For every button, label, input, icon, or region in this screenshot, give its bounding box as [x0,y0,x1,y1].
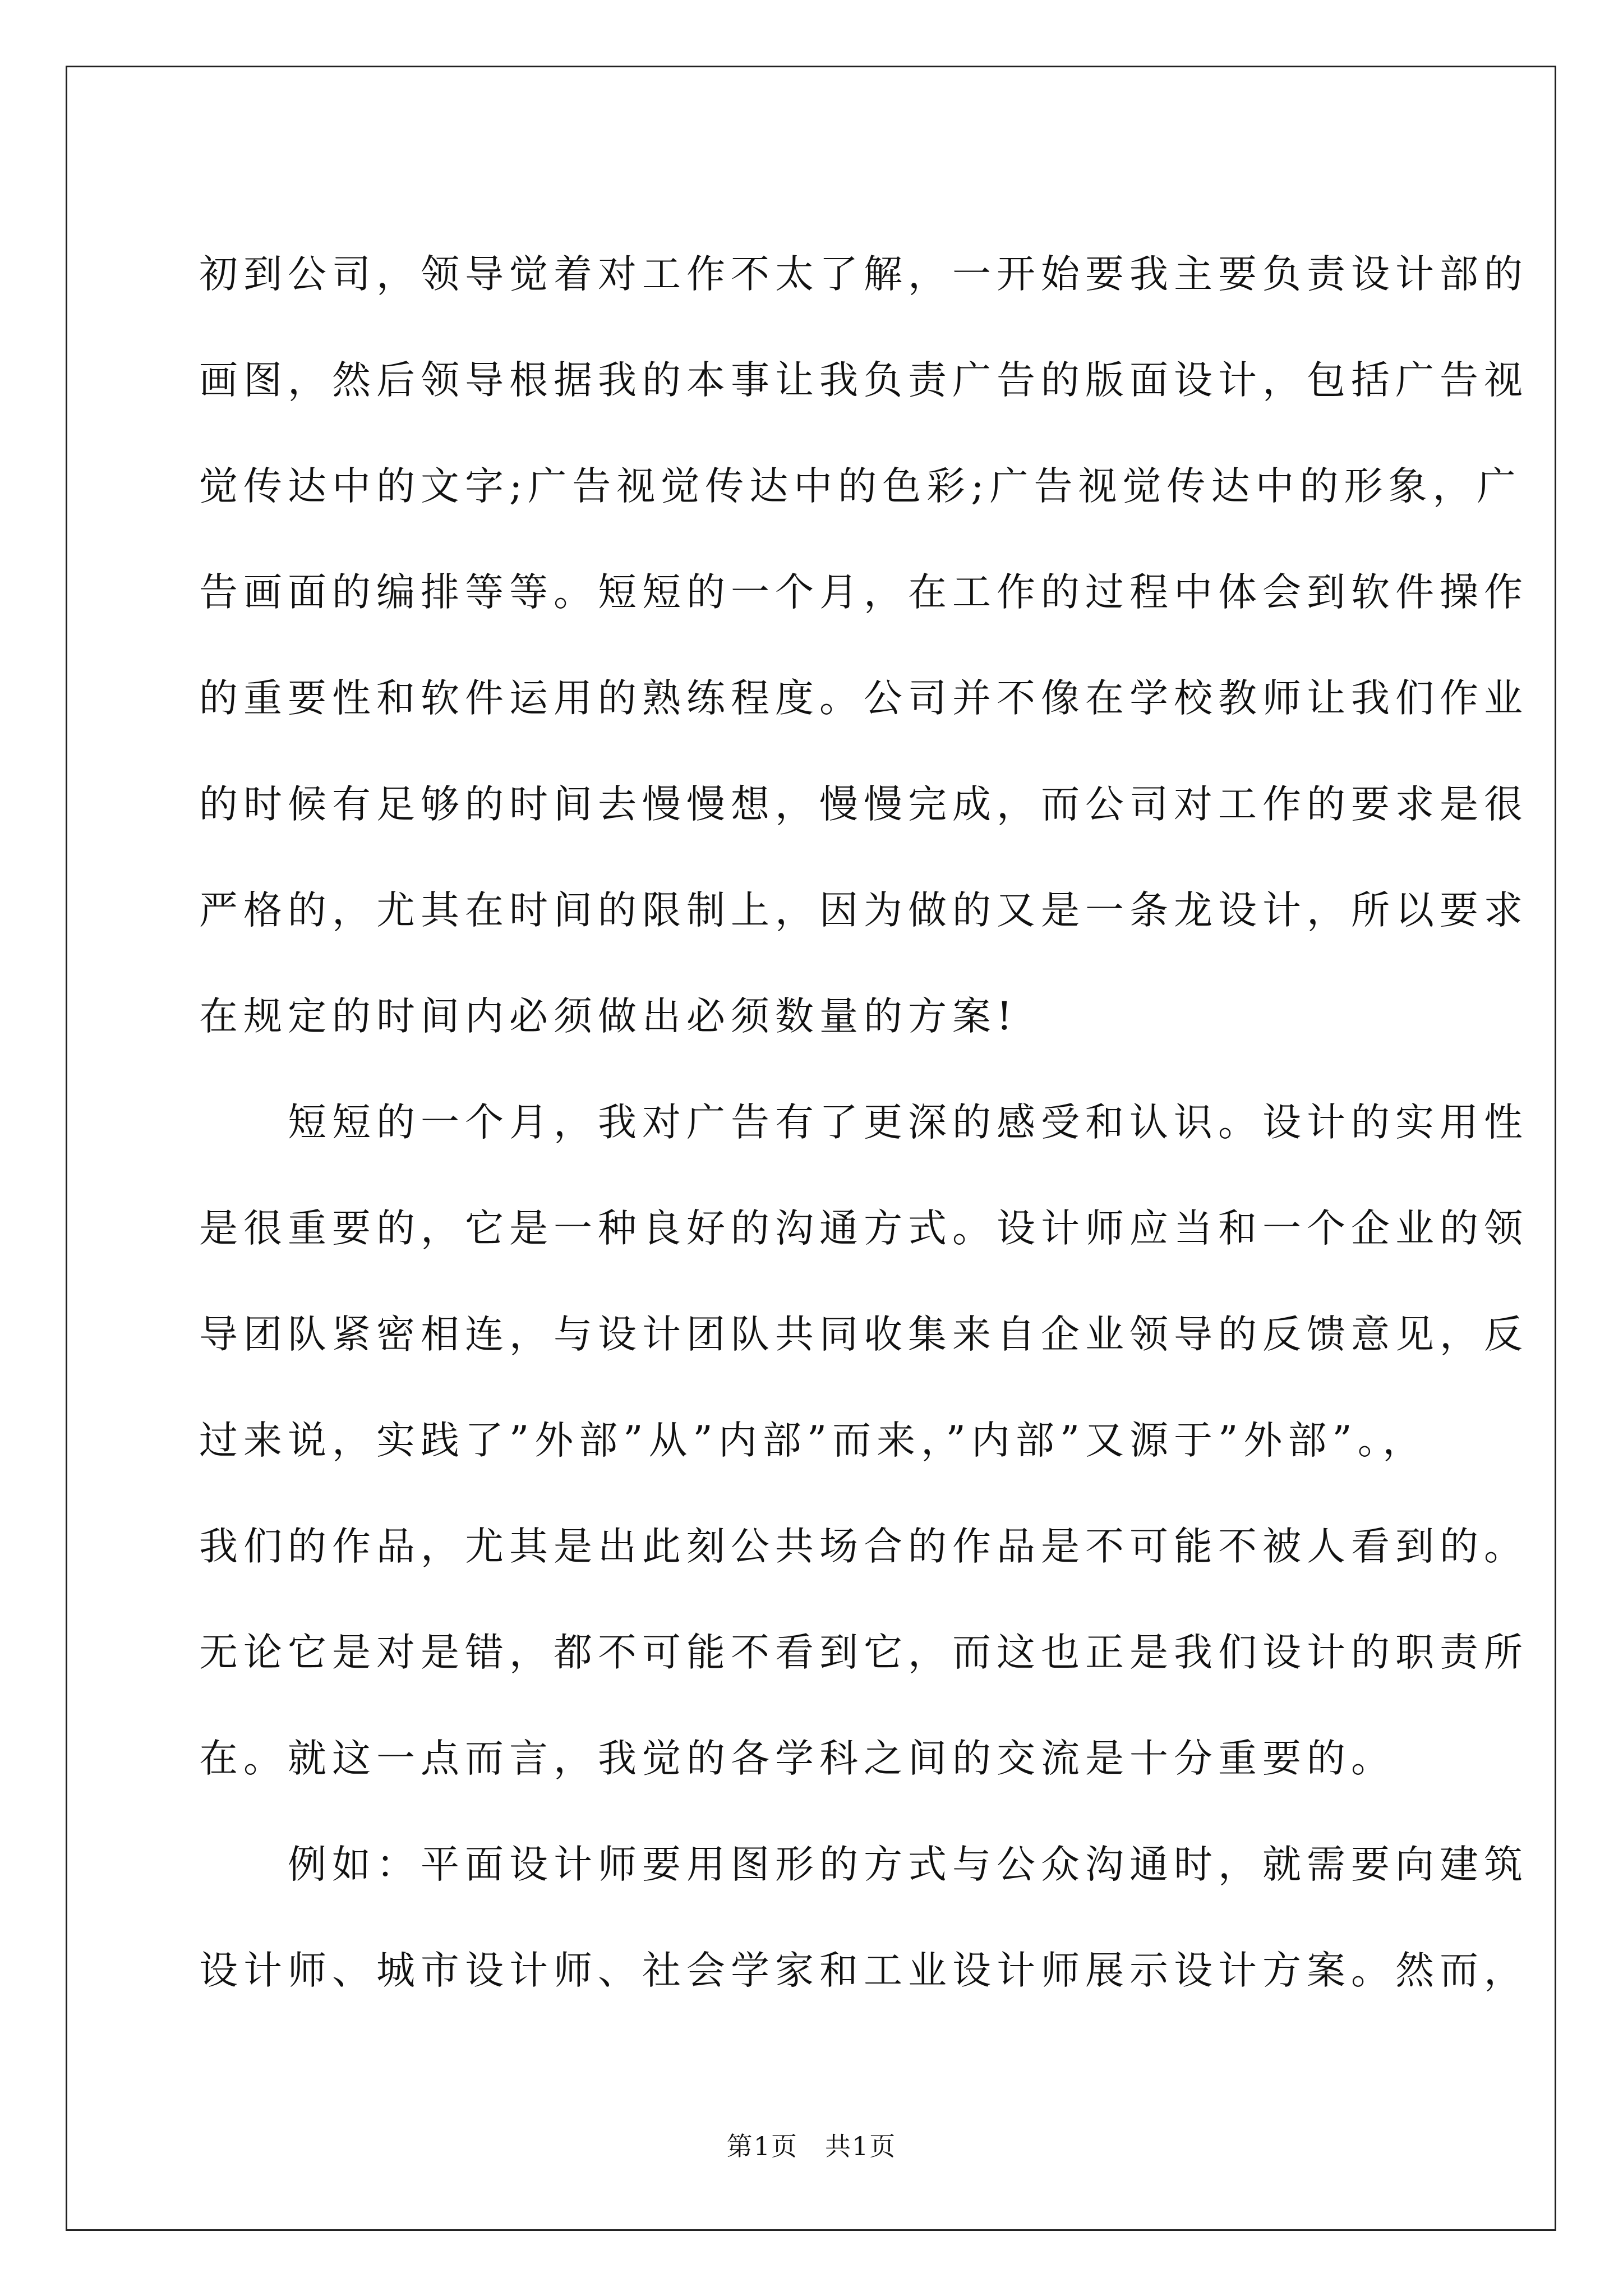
body-line: 在。就这一点而言，我觉的各学科之间的交流是十分重要的。 [199,1736,1395,1781]
body-line: 是很重要的，它是一种良好的沟通方式。设计师应当和一个企业的领 [199,1206,1528,1251]
document-body [199,222,1528,2024]
body-line: 导团队紧密相连，与设计团队共同收集来自企业领导的反馈意见，反 [199,1312,1528,1357]
body-line: 的时候有足够的时间去慢慢想，慢慢完成，而公司对工作的要求是很 [199,782,1528,827]
body-line: 在规定的时间内必须做出必须数量的方案! [199,994,1018,1039]
body-line: 觉传达中的文字;广告视觉传达中的色彩;广告视觉传达中的形象，广 [199,464,1521,509]
body-line: 我们的作品，尤其是出此刻公共场合的作品是不可能不被人看到的。 [199,1524,1528,1569]
body-line: 过来说，实践了”外部”从”内部”而来，”内部”又源于”外部”。， [199,1418,1427,1463]
page-footer: 第1页 共1页 [726,2131,897,2161]
body-line: 画图，然后领导根据我的本事让我负责广告的版面设计，包括广告视 [199,358,1528,403]
body-line: 的重要性和软件运用的熟练程度。公司并不像在学校教师让我们作业 [199,676,1528,721]
body-line: 无论它是对是错，都不可能不看到它，而这也正是我们设计的职责所 [199,1630,1528,1675]
body-line: 设计师、城市设计师、社会学家和工业设计师展示设计方案。然而， [199,1948,1528,1993]
body-line: 严格的，尤其在时间的限制上，因为做的又是一条龙设计，所以要求 [199,888,1528,933]
body-line: 初到公司，领导觉着对工作不太了解，一开始要我主要负责设计部的 [199,252,1528,297]
body-line: 短短的一个月，我对广告有了更深的感受和认识。设计的实用性 [199,1100,1528,1145]
body-line: 例如：平面设计师要用图形的方式与公众沟通时，就需要向建筑 [199,1842,1528,1887]
body-line: 告画面的编排等等。短短的一个月，在工作的过程中体会到软件操作 [199,570,1528,615]
